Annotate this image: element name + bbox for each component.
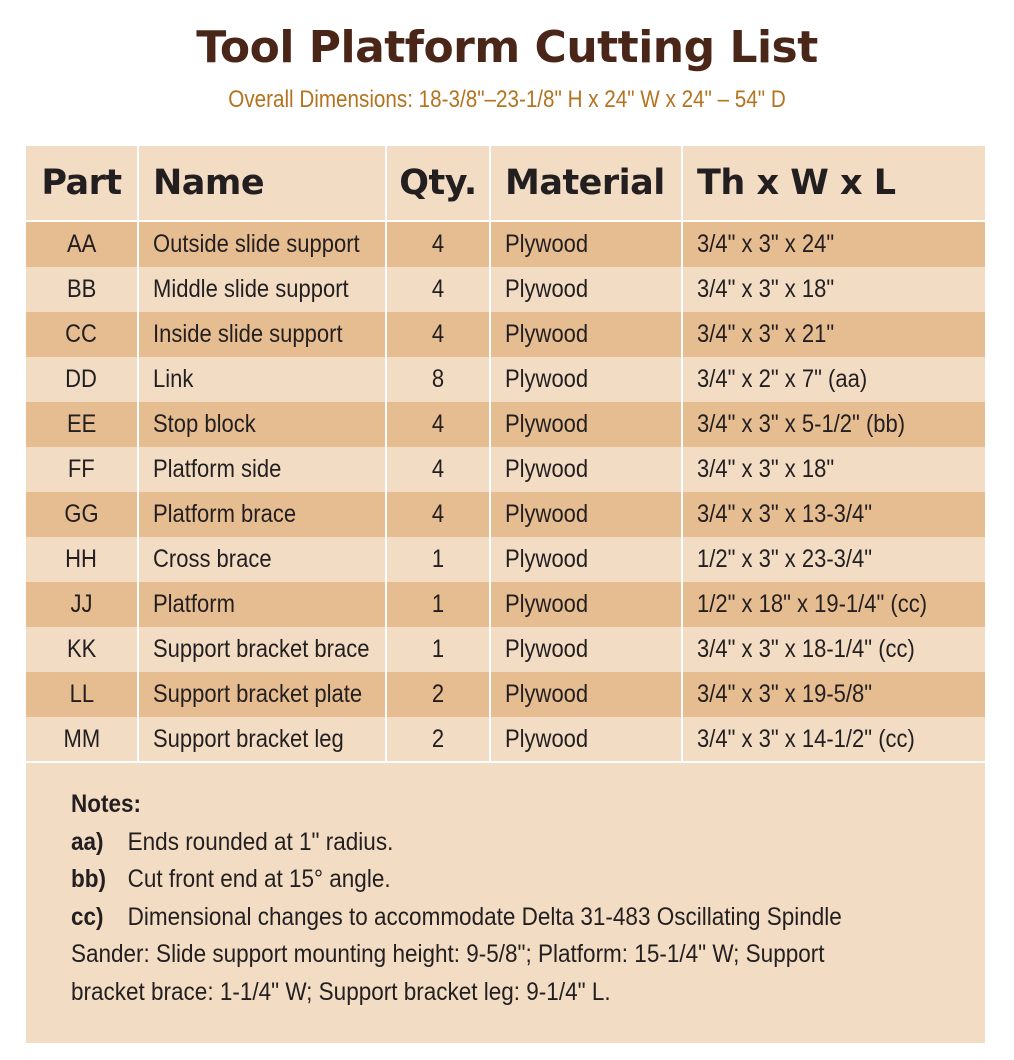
cell-qty <box>386 267 490 312</box>
cell-dimensions <box>682 537 985 582</box>
cell-dimensions <box>682 627 985 672</box>
page-title: Tool Platform Cutting List <box>196 22 818 73</box>
cell-part <box>26 312 138 357</box>
table-row <box>26 267 985 312</box>
cell-dimensions-text: 3/4" x 3" x 18-1/4" (cc) <box>697 635 915 663</box>
table-row <box>26 582 985 627</box>
cell-dimensions <box>682 582 985 627</box>
cell-qty-text: 4 <box>431 500 445 528</box>
cell-dimensions-text: 3/4" x 3" x 13-3/4" <box>697 500 873 528</box>
cell-dimensions-text: 3/4" x 2" x 7" (aa) <box>697 365 868 393</box>
cell-qty-text: 4 <box>431 410 445 438</box>
cell-name-text: Inside slide support <box>153 320 343 348</box>
note-aa <box>71 824 890 862</box>
cell-part <box>26 492 138 537</box>
cell-name <box>138 717 386 762</box>
cell-name <box>138 447 386 492</box>
header-qty: Qty. <box>386 146 490 221</box>
cell-name-text: Link <box>153 365 194 393</box>
cell-name <box>138 492 386 537</box>
cell-part <box>26 357 138 402</box>
cell-material-text: Plywood <box>505 635 589 663</box>
table-row <box>26 537 985 582</box>
cell-qty <box>386 221 490 267</box>
cell-qty-text: 2 <box>431 725 445 753</box>
cell-part-text: KK <box>66 635 97 663</box>
note-cc-continued-1: Sander: Slide support mounting height: 9-5/8"; Platform: 15-1/4" W; Support <box>71 940 825 968</box>
cell-name <box>138 357 386 402</box>
cell-qty-text: 4 <box>431 455 445 483</box>
note-aa-tag: aa) <box>71 827 104 856</box>
cell-qty-text: 1 <box>431 545 445 573</box>
cell-part-text: JJ <box>70 590 93 618</box>
cell-qty <box>386 312 490 357</box>
cell-dimensions-text: 3/4" x 3" x 5-1/2" (bb) <box>697 410 906 438</box>
table-row <box>26 627 985 672</box>
cell-name <box>138 312 386 357</box>
cell-name-text: Stop block <box>153 410 256 438</box>
cell-part <box>26 672 138 717</box>
cell-qty <box>386 582 490 627</box>
table-row <box>26 447 985 492</box>
cell-material-text: Plywood <box>505 680 589 708</box>
cell-name-text: Support bracket leg <box>153 725 344 753</box>
note-bb-tag: bb) <box>71 865 106 893</box>
cell-name-text: Platform brace <box>153 500 297 528</box>
cell-name-text: Platform <box>153 590 235 618</box>
table-row <box>26 717 985 762</box>
cell-dimensions-text: 3/4" x 3" x 18" <box>697 275 835 303</box>
cell-part <box>26 627 138 672</box>
cell-material <box>490 402 682 447</box>
table-row <box>26 672 985 717</box>
header-name: Name <box>138 146 386 221</box>
cell-qty-text: 4 <box>431 320 445 348</box>
cell-dimensions-text: 3/4" x 3" x 19-5/8" <box>697 680 873 708</box>
cell-material-text: Plywood <box>505 230 589 258</box>
cell-qty <box>386 627 490 672</box>
cell-name-text: Platform side <box>153 455 282 483</box>
cell-dimensions-text: 1/2" x 3" x 23-3/4" <box>697 545 873 573</box>
cell-dimensions-text: 1/2" x 18" x 19-1/4" (cc) <box>697 590 928 618</box>
cell-material-text: Plywood <box>505 320 589 348</box>
cell-material <box>490 221 682 267</box>
cell-name-text: Outside slide support <box>153 230 360 258</box>
cell-material-text: Plywood <box>505 500 589 528</box>
cell-dimensions-text: 3/4" x 3" x 24" <box>697 230 835 258</box>
cell-name <box>138 402 386 447</box>
note-aa-text: Ends rounded at 1" radius. <box>127 827 394 856</box>
header-material: Material <box>490 146 682 221</box>
cell-name <box>138 627 386 672</box>
cell-part-text: CC <box>65 320 98 348</box>
cell-qty-text: 2 <box>431 680 445 708</box>
cell-material-text: Plywood <box>505 410 589 438</box>
cell-part-text: DD <box>65 365 98 393</box>
cell-material <box>490 312 682 357</box>
cell-name <box>138 537 386 582</box>
header-part: Part <box>26 146 138 221</box>
note-cc-tag: cc) <box>71 902 104 931</box>
cell-part-text: AA <box>66 230 97 258</box>
cell-qty <box>386 717 490 762</box>
cell-part-text: GG <box>64 500 99 528</box>
note-bb-text: Cut front end at 15° angle. <box>127 865 391 893</box>
cell-material-text: Plywood <box>505 545 589 573</box>
cell-material-text: Plywood <box>505 725 589 753</box>
note-cc-text-1: Dimensional changes to accommodate Delta 31-483 Oscillating Spindle <box>127 902 842 931</box>
cell-name <box>138 672 386 717</box>
table-row <box>26 221 985 267</box>
cell-qty-text: 1 <box>431 635 445 663</box>
cell-name <box>138 267 386 312</box>
cell-material <box>490 582 682 627</box>
table-row <box>26 492 985 537</box>
cell-material <box>490 672 682 717</box>
page-subtitle: Overall Dimensions: 18-3/8"–23-1/8" H x 24" W x 24" – 54" D <box>228 86 786 113</box>
cell-dimensions <box>682 357 985 402</box>
cell-material <box>490 492 682 537</box>
table-header-row <box>26 146 985 221</box>
table-row <box>26 357 985 402</box>
cell-part <box>26 582 138 627</box>
notes-heading: Notes: <box>71 790 142 818</box>
cell-qty <box>386 537 490 582</box>
cell-part-text: BB <box>66 275 97 303</box>
cell-qty <box>386 357 490 402</box>
cell-name <box>138 582 386 627</box>
cell-part-text: LL <box>69 680 94 708</box>
cell-material <box>490 717 682 762</box>
cell-dimensions <box>682 221 985 267</box>
cell-material-text: Plywood <box>505 365 589 393</box>
cell-qty-text: 4 <box>431 275 445 303</box>
cell-name-text: Middle slide support <box>153 275 349 303</box>
cell-part-text: EE <box>66 410 97 438</box>
cell-dimensions <box>682 672 985 717</box>
header-dimensions: Th x W x L <box>682 146 985 221</box>
cutting-list-table <box>26 146 985 762</box>
note-bb <box>71 861 890 899</box>
cell-material <box>490 267 682 312</box>
cell-part <box>26 267 138 312</box>
cell-dimensions <box>682 402 985 447</box>
cell-part <box>26 402 138 447</box>
cell-dimensions <box>682 312 985 357</box>
cell-qty-text: 1 <box>431 590 445 618</box>
cell-qty <box>386 672 490 717</box>
cell-name-text: Cross brace <box>153 545 272 573</box>
notes-divider <box>26 761 985 763</box>
cell-dimensions <box>682 447 985 492</box>
notes-section <box>71 786 981 1011</box>
table-row <box>26 402 985 447</box>
cell-part <box>26 717 138 762</box>
cell-qty-text: 8 <box>431 365 445 393</box>
cell-part <box>26 537 138 582</box>
cell-material-text: Plywood <box>505 275 589 303</box>
cell-material <box>490 537 682 582</box>
note-cc <box>71 899 890 937</box>
cell-part-text: HH <box>65 545 98 573</box>
cell-qty <box>386 492 490 537</box>
table-row <box>26 312 985 357</box>
cell-name <box>138 221 386 267</box>
cell-material <box>490 447 682 492</box>
cell-dimensions <box>682 492 985 537</box>
cell-part-text: MM <box>63 725 100 753</box>
cell-material <box>490 627 682 672</box>
cell-dimensions-text: 3/4" x 3" x 14-1/2" (cc) <box>697 725 915 753</box>
cell-part-text: FF <box>68 455 95 483</box>
note-cc-continued-2: bracket brace: 1-1/4" W; Support bracket leg: 9-1/4" L. <box>71 977 611 1006</box>
cell-material-text: Plywood <box>505 455 589 483</box>
cell-name-text: Support bracket plate <box>153 680 363 708</box>
cell-qty <box>386 447 490 492</box>
cell-part <box>26 221 138 267</box>
cell-dimensions-text: 3/4" x 3" x 21" <box>697 320 835 348</box>
cell-part <box>26 447 138 492</box>
cell-name-text: Support bracket brace <box>153 635 370 663</box>
cell-dimensions <box>682 267 985 312</box>
cell-dimensions <box>682 717 985 762</box>
cell-qty <box>386 402 490 447</box>
cell-material <box>490 357 682 402</box>
cell-dimensions-text: 3/4" x 3" x 18" <box>697 455 835 483</box>
cell-material-text: Plywood <box>505 590 589 618</box>
cell-qty-text: 4 <box>431 230 445 258</box>
